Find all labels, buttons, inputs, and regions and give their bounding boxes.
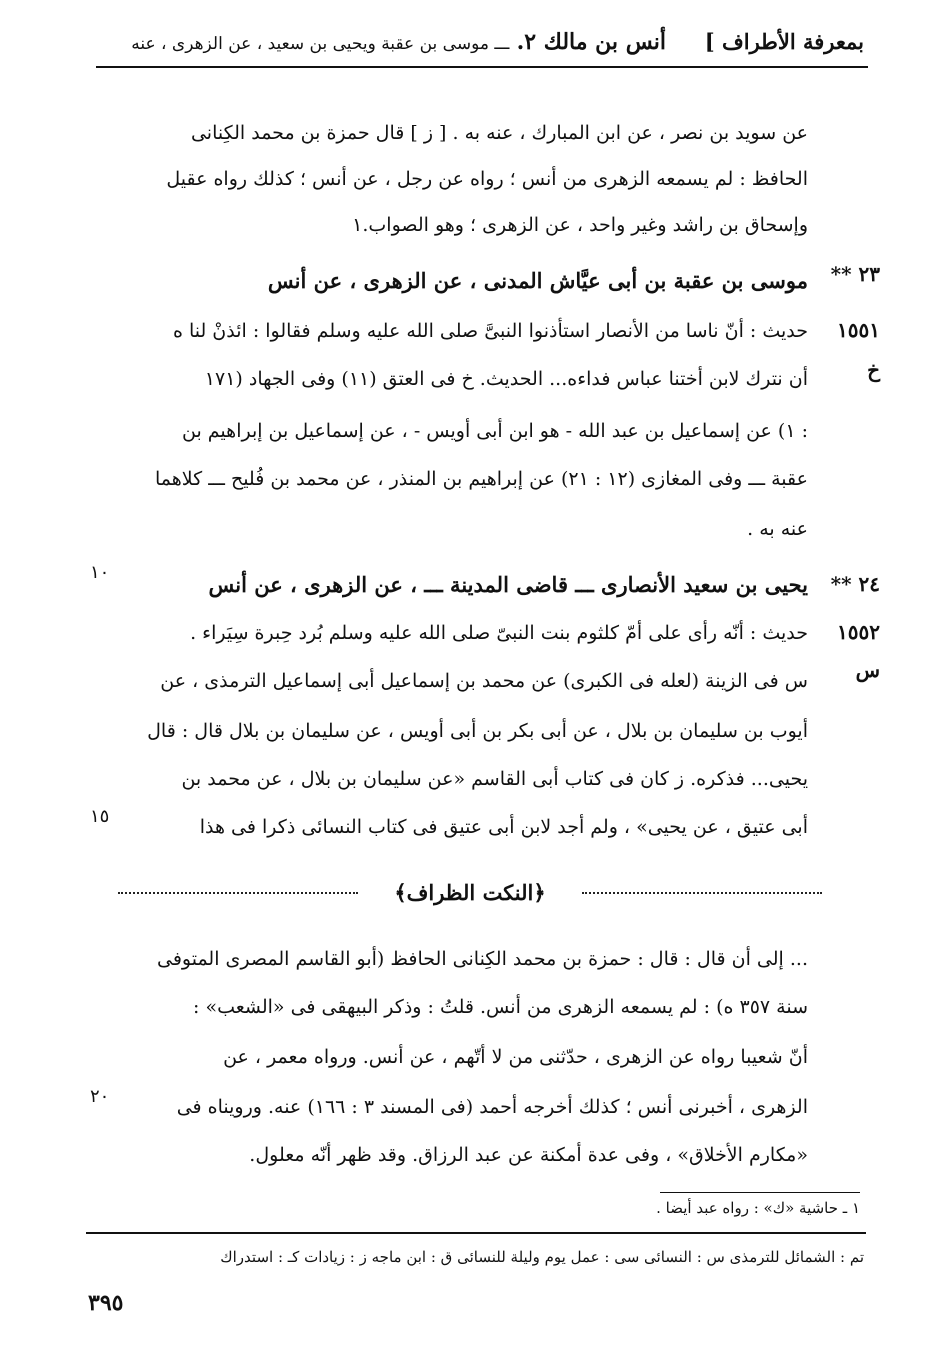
header-rule (96, 66, 868, 68)
nukat-line-5: «مكارم الأخلاق» ، وفى عدة أمكنة عن عبد الرزاق. وقد ظهر أنّه معلول. (249, 1144, 808, 1166)
header-center (131, 20, 666, 64)
header-center-title: أنس بن مالك ٢. (516, 29, 666, 55)
nukat-line-4: الزهرى ، أخبرنى أنس ؛ كذلك أخرجه أحمد (فى المسند ٣ : ١٦٦) عنه. ورويناه فى (176, 1096, 808, 1118)
entry-24-marker: ٢٤ ** (830, 572, 880, 596)
entry-24-line-1: حديث : أنّه رأى على أمّ كلثوم بنت النبىّ صلى الله عليه وسلم بُرد حِبرة سِيَراء . (190, 622, 808, 644)
entry-23-marker: ٢٣ ** (830, 262, 880, 286)
line-number-10: ١٠ (90, 562, 110, 583)
top-line-2: الحافظ : لم يسمعه الزهرى من أنس ؛ رواه عن رجل ، عن أنس ؛ كذلك رواه عقيل (166, 168, 808, 190)
entry-23-line-4: عقبة ـــ وفى المغازى (١٢ : ٢١) عن إبراهيم بن المنذر ، عن محمد بن فُليح ـــ كلاهما (154, 468, 808, 490)
entry-24-line-2: س فى الزينة (لعله فى الكبرى) عن محمد بن إسماعيل أبى إسماعيل الترمذى ، عن (160, 670, 808, 692)
entry-23-ref-number: ١٥٥١ (837, 318, 880, 342)
entry-23-line-2: أن نترك لابن أختنا عباس فداءه... الحديث. خ فى العتق (١١) وفى الجهاد (١٧١ (204, 368, 808, 390)
entry-23-line-1: حديث : أنّ ناسا من الأنصار استأذنوا النبىَّ صلى الله عليه وسلم فقالوا : ائذنْ لنا ه (172, 320, 808, 342)
top-line-1: عن سويد بن نصر ، عن ابن المبارك ، عنه به . [ ز ] قال حمزة بن محمد الكِنانى (190, 122, 808, 144)
entry-23-line-5: عنه به . (747, 518, 808, 540)
header-center-subtitle: ـــ موسى بن عقبة ويحيى بن سعيد ، عن الزهرى ، عنه (131, 34, 510, 54)
header-right-title: بمعرفة الأطراف ] (704, 29, 864, 54)
footnote: ١ ـ حاشية «ك» : رواه عبد أيضا . (656, 1199, 860, 1217)
footnote-rule (660, 1192, 860, 1193)
separator-rule-right (582, 892, 822, 894)
separator-label: ﴿النكت الظراف﴾ (394, 880, 546, 905)
entry-23-ref-siglum: خ (867, 358, 880, 382)
line-number-20: ٢٠ (90, 1086, 110, 1107)
entry-24-line-5: أبى عتيق ، عن يحيى» ، ولم أجد لابن أبى عتيق فى كتاب النسائى ذكرا فى هذا (199, 816, 808, 838)
sigla-legend: تم : الشمائل للترمذى س : النسائى سى : عمل يوم وليلة للنسائى ق : ابن ماجه ز : زيادات كـ : استدراك (220, 1248, 864, 1266)
entry-23-heading: موسى بن عقبة بن أبى عيَّاش المدنى ، عن الزهرى ، عن أنس (267, 268, 808, 293)
entry-24-line-3: أيوب بن سليمان بن بلال ، عن أبى بكر بن أبى أويس ، عن سليمان بن بلال قال : قال (147, 720, 808, 742)
separator-rule-left (118, 892, 358, 894)
line-number-15: ١٥ (90, 806, 110, 827)
entry-24-heading: يحيى بن سعيد الأنصارى ـــ قاضى المدينة ـــ ، عن الزهرى ، عن أنس (208, 572, 808, 597)
top-line-3: وإسحاق بن راشد وغير واحد ، عن الزهرى ؛ وهو الصواب.١ (352, 214, 808, 236)
entry-23-line-3: : ١) عن إسماعيل بن عبد الله - هو ابن أبى أويس - ، عن إسماعيل بن إبراهيم بن (182, 420, 808, 442)
sigla-rule (86, 1232, 866, 1234)
entry-24-ref-siglum: س (855, 658, 880, 682)
nukat-line-2: سنة ٣٥٧ ه) : لم يسمعه الزهرى من أنس. قلتُ : وذكر البيهقى فى «الشعب» : (193, 996, 808, 1018)
page-number: ٣٩٥ (88, 1290, 124, 1316)
nukat-line-1: ... إلى أن قال : قال : حمزة بن محمد الكِنانى الحافظ (أبو القاسم المصرى المتوفى (156, 948, 808, 970)
nukat-separator (118, 878, 822, 908)
entry-24-ref-number: ١٥٥٢ (837, 620, 880, 644)
entry-24-line-4: يحيى... فذكره. ز كان فى كتاب أبى القاسم «عن سليمان بن بلال ، عن محمد بن (181, 768, 808, 790)
nukat-line-3: أنّ شعيبا رواه عن الزهرى ، حدّثنى من لا أتّهم ، عن أنس. ورواه معمر ، عن (223, 1046, 808, 1068)
